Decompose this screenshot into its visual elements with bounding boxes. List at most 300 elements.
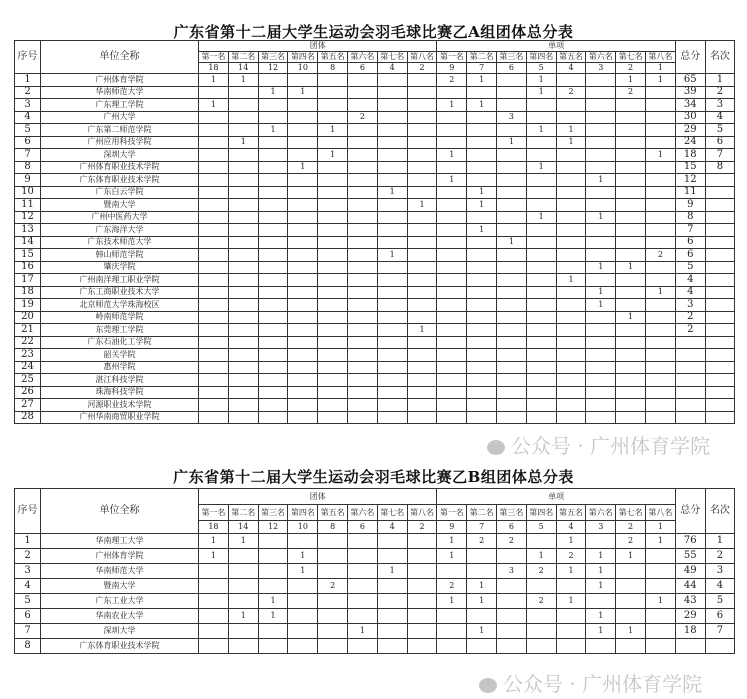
school-name-cell: 广东理工学院	[41, 99, 199, 112]
team-count-cell	[348, 261, 378, 274]
single-count-cell	[586, 86, 616, 99]
single-count-cell	[497, 639, 527, 654]
single-count-cell: 1	[497, 236, 527, 249]
table-row	[15, 136, 735, 149]
school-name-cell: 惠州学院	[41, 361, 199, 374]
team-count-cell	[348, 579, 378, 594]
single-count-cell	[467, 249, 497, 262]
table-row	[15, 624, 735, 639]
team-place-header: 第五名	[318, 505, 348, 521]
team-count-cell	[377, 374, 407, 387]
single-count-cell	[497, 149, 527, 162]
team-count-cell	[377, 261, 407, 274]
team-count-cell	[407, 299, 437, 312]
team-count-cell	[318, 174, 348, 187]
seq-cell: 4	[15, 579, 41, 594]
team-count-cell	[228, 639, 258, 654]
single-count-cell	[646, 386, 676, 399]
school-name-cell: 华南师范大学	[41, 86, 199, 99]
team-count-cell	[407, 594, 437, 609]
single-count-cell: 1	[526, 86, 556, 99]
team-count-cell	[318, 199, 348, 212]
school-name-cell: 广州南洋理工职业学院	[41, 274, 199, 287]
single-count-cell: 1	[467, 594, 497, 609]
single-count-cell	[646, 174, 676, 187]
single-count-cell	[586, 594, 616, 609]
single-count-cell	[526, 274, 556, 287]
table-row	[15, 374, 735, 387]
team-count-cell	[318, 224, 348, 237]
team-count-cell	[228, 149, 258, 162]
table-row	[15, 274, 735, 287]
team-count-cell	[199, 161, 229, 174]
single-count-cell	[497, 374, 527, 387]
table-row	[15, 324, 735, 337]
total-score-cell	[675, 399, 705, 412]
team-count-cell	[318, 609, 348, 624]
single-count-cell	[497, 199, 527, 212]
single-count-cell: 2	[526, 564, 556, 579]
team-count-cell: 1	[288, 549, 318, 564]
single-points-header: 9	[437, 521, 467, 534]
school-name-cell: 肇庆学院	[41, 261, 199, 274]
single-count-cell	[586, 224, 616, 237]
team-count-cell: 1	[377, 249, 407, 262]
single-count-cell	[437, 274, 467, 287]
single-count-cell	[437, 236, 467, 249]
seq-cell: 11	[15, 199, 41, 212]
team-count-cell	[407, 399, 437, 412]
single-count-cell	[616, 386, 646, 399]
table-row	[15, 236, 735, 249]
single-count-cell	[556, 199, 586, 212]
table-row	[15, 211, 735, 224]
team-count-cell	[407, 624, 437, 639]
team-count-cell	[377, 624, 407, 639]
single-count-cell	[467, 361, 497, 374]
team-count-cell	[348, 564, 378, 579]
team-count-cell	[228, 236, 258, 249]
single-count-cell: 2	[437, 579, 467, 594]
team-count-cell	[407, 564, 437, 579]
single-count-cell	[616, 324, 646, 337]
single-count-cell	[437, 286, 467, 299]
table-row	[15, 361, 735, 374]
team-count-cell	[288, 374, 318, 387]
header-seq: 序号	[15, 489, 41, 534]
single-count-cell: 1	[467, 224, 497, 237]
team-count-cell	[258, 161, 288, 174]
seq-cell: 1	[15, 74, 41, 87]
seq-cell: 5	[15, 124, 41, 137]
single-count-cell	[526, 361, 556, 374]
single-count-cell	[616, 249, 646, 262]
single-count-cell: 1	[556, 534, 586, 549]
school-name-cell: 深圳大学	[41, 149, 199, 162]
single-points-header: 5	[526, 521, 556, 534]
team-count-cell	[318, 261, 348, 274]
team-count-cell	[258, 199, 288, 212]
single-points-header: 3	[586, 521, 616, 534]
single-count-cell	[467, 86, 497, 99]
team-count-cell	[288, 111, 318, 124]
single-count-cell	[616, 639, 646, 654]
team-count-cell	[348, 174, 378, 187]
single-count-cell	[497, 324, 527, 337]
team-count-cell	[258, 411, 288, 424]
team-count-cell	[377, 399, 407, 412]
single-count-cell	[586, 374, 616, 387]
team-count-cell	[288, 386, 318, 399]
single-count-cell	[586, 249, 616, 262]
total-score-cell	[675, 411, 705, 424]
team-count-cell	[407, 86, 437, 99]
single-count-cell	[526, 349, 556, 362]
total-score-cell: 65	[675, 74, 705, 87]
single-count-cell	[437, 86, 467, 99]
header-single-group: 单项	[437, 489, 675, 505]
single-count-cell	[556, 299, 586, 312]
single-count-cell	[467, 609, 497, 624]
seq-cell: 7	[15, 624, 41, 639]
single-count-cell	[526, 411, 556, 424]
total-score-cell: 39	[675, 86, 705, 99]
team-count-cell: 1	[258, 594, 288, 609]
rank-cell	[705, 236, 734, 249]
team-count-cell	[228, 579, 258, 594]
table-row	[15, 224, 735, 237]
rank-cell	[705, 299, 734, 312]
single-points-header: 7	[467, 63, 497, 74]
school-name-cell: 广州大学	[41, 111, 199, 124]
single-count-cell	[586, 274, 616, 287]
single-count-cell: 1	[646, 149, 676, 162]
rank-cell	[705, 374, 734, 387]
team-count-cell	[258, 211, 288, 224]
team-count-cell	[228, 386, 258, 399]
team-count-cell	[407, 286, 437, 299]
team-count-cell	[318, 336, 348, 349]
total-score-cell: 8	[675, 211, 705, 224]
single-count-cell	[586, 534, 616, 549]
single-points-header: 9	[437, 63, 467, 74]
team-count-cell	[258, 224, 288, 237]
single-count-cell: 2	[616, 534, 646, 549]
single-count-cell: 1	[556, 564, 586, 579]
team-count-cell	[288, 399, 318, 412]
single-count-cell	[646, 199, 676, 212]
single-points-header: 6	[497, 63, 527, 74]
total-score-cell: 3	[675, 299, 705, 312]
single-points-header: 6	[497, 521, 527, 534]
single-count-cell: 1	[556, 124, 586, 137]
team-count-cell	[258, 639, 288, 654]
team-count-cell	[199, 299, 229, 312]
team-place-header: 第八名	[407, 505, 437, 521]
team-points-header: 10	[288, 63, 318, 74]
team-count-cell	[258, 236, 288, 249]
single-count-cell: 1	[437, 99, 467, 112]
rank-cell: 5	[705, 124, 734, 137]
team-count-cell	[288, 609, 318, 624]
total-score-cell: 4	[675, 286, 705, 299]
total-score-cell: 7	[675, 224, 705, 237]
single-count-cell	[497, 549, 527, 564]
single-count-cell	[646, 549, 676, 564]
single-count-cell	[646, 111, 676, 124]
single-count-cell	[646, 236, 676, 249]
single-count-cell	[556, 399, 586, 412]
school-name-cell: 广州中医药大学	[41, 211, 199, 224]
team-points-header: 8	[318, 63, 348, 74]
header-total: 总分	[675, 41, 705, 74]
table-row	[15, 549, 735, 564]
team-count-cell	[288, 311, 318, 324]
team-count-cell	[199, 149, 229, 162]
rank-cell	[705, 324, 734, 337]
team-count-cell	[377, 74, 407, 87]
team-count-cell	[288, 211, 318, 224]
single-count-cell	[497, 336, 527, 349]
single-place-header: 第八名	[646, 52, 676, 63]
total-score-cell: 2	[675, 311, 705, 324]
rank-cell: 5	[705, 594, 734, 609]
single-count-cell: 1	[586, 261, 616, 274]
single-count-cell	[556, 174, 586, 187]
single-count-cell	[467, 549, 497, 564]
team-count-cell	[377, 111, 407, 124]
single-count-cell	[467, 236, 497, 249]
team-count-cell	[318, 99, 348, 112]
table-row	[15, 609, 735, 624]
single-count-cell	[437, 374, 467, 387]
total-score-cell: 18	[675, 624, 705, 639]
single-count-cell	[646, 324, 676, 337]
single-count-cell	[437, 349, 467, 362]
single-count-cell	[586, 324, 616, 337]
team-count-cell	[318, 311, 348, 324]
team-count-cell	[377, 639, 407, 654]
total-score-cell: 6	[675, 249, 705, 262]
team-count-cell: 1	[199, 534, 229, 549]
single-count-cell	[467, 174, 497, 187]
total-score-cell	[675, 349, 705, 362]
team-count-cell	[407, 534, 437, 549]
single-count-cell	[437, 386, 467, 399]
single-count-cell: 1	[646, 74, 676, 87]
single-count-cell: 1	[467, 186, 497, 199]
team-count-cell	[348, 534, 378, 549]
school-name-cell: 韩山师范学院	[41, 249, 199, 262]
team-count-cell	[407, 224, 437, 237]
single-count-cell	[497, 99, 527, 112]
table-a-title: 广东省第十二届大学生运动会羽毛球比赛乙A组团体总分表	[173, 23, 574, 41]
single-count-cell: 1	[616, 74, 646, 87]
single-count-cell	[616, 299, 646, 312]
single-count-cell	[437, 186, 467, 199]
header-rank: 名次	[705, 41, 734, 74]
team-count-cell	[228, 86, 258, 99]
team-count-cell	[228, 361, 258, 374]
single-count-cell	[646, 579, 676, 594]
team-count-cell	[199, 564, 229, 579]
team-count-cell	[348, 86, 378, 99]
school-name-cell: 广州体育学院	[41, 549, 199, 564]
school-name-cell: 暨南大学	[41, 579, 199, 594]
team-count-cell	[318, 211, 348, 224]
team-count-cell: 1	[348, 624, 378, 639]
single-count-cell	[556, 639, 586, 654]
team-count-cell	[228, 411, 258, 424]
single-count-cell	[616, 594, 646, 609]
team-count-cell	[228, 374, 258, 387]
seq-cell: 2	[15, 86, 41, 99]
single-count-cell	[586, 74, 616, 87]
single-count-cell	[526, 374, 556, 387]
table-a-score-table	[14, 40, 735, 424]
single-count-cell	[616, 224, 646, 237]
single-count-cell: 1	[437, 534, 467, 549]
single-count-cell	[526, 111, 556, 124]
team-count-cell	[348, 361, 378, 374]
school-name-cell: 广东第二师范学院	[41, 124, 199, 137]
team-count-cell	[288, 99, 318, 112]
team-count-cell	[348, 324, 378, 337]
team-count-cell: 1	[407, 324, 437, 337]
total-score-cell: 5	[675, 261, 705, 274]
total-score-cell: 18	[675, 149, 705, 162]
team-count-cell	[377, 174, 407, 187]
single-count-cell	[467, 336, 497, 349]
rank-cell	[705, 186, 734, 199]
team-count-cell	[318, 74, 348, 87]
single-count-cell	[526, 579, 556, 594]
team-count-cell	[199, 324, 229, 337]
team-count-cell	[407, 136, 437, 149]
single-count-cell	[586, 149, 616, 162]
team-count-cell: 1	[318, 149, 348, 162]
single-count-cell	[556, 311, 586, 324]
table-row	[15, 639, 735, 654]
single-count-cell	[586, 124, 616, 137]
header-row-groups	[15, 41, 735, 52]
header-rank: 名次	[705, 489, 734, 534]
single-count-cell	[526, 186, 556, 199]
single-count-cell	[646, 136, 676, 149]
header-row-groups	[15, 489, 735, 505]
single-count-cell	[646, 336, 676, 349]
single-count-cell	[526, 199, 556, 212]
single-count-cell	[467, 639, 497, 654]
rank-cell: 3	[705, 99, 734, 112]
team-count-cell	[377, 161, 407, 174]
seq-cell: 4	[15, 111, 41, 124]
team-count-cell	[199, 199, 229, 212]
rank-cell	[705, 399, 734, 412]
team-count-cell	[348, 186, 378, 199]
seq-cell: 8	[15, 161, 41, 174]
single-count-cell	[646, 639, 676, 654]
single-place-header: 第三名	[497, 52, 527, 63]
school-name-cell: 广东工业大学	[41, 594, 199, 609]
team-count-cell	[199, 311, 229, 324]
single-count-cell	[526, 639, 556, 654]
team-count-cell	[288, 411, 318, 424]
rank-cell: 2	[705, 86, 734, 99]
single-count-cell	[497, 579, 527, 594]
team-count-cell	[288, 324, 318, 337]
single-count-cell	[526, 336, 556, 349]
single-count-cell: 2	[497, 534, 527, 549]
single-count-cell	[616, 374, 646, 387]
team-count-cell	[199, 374, 229, 387]
team-count-cell: 1	[258, 124, 288, 137]
single-count-cell	[556, 336, 586, 349]
team-place-header: 第三名	[258, 52, 288, 63]
table-row	[15, 186, 735, 199]
single-points-header: 1	[646, 521, 676, 534]
single-count-cell	[526, 236, 556, 249]
single-points-header: 4	[556, 521, 586, 534]
rank-cell	[705, 286, 734, 299]
team-count-cell	[228, 594, 258, 609]
seq-cell: 27	[15, 399, 41, 412]
single-count-cell	[467, 374, 497, 387]
team-count-cell: 1	[258, 609, 288, 624]
single-count-cell	[646, 86, 676, 99]
single-count-cell	[437, 111, 467, 124]
single-count-cell	[646, 624, 676, 639]
single-points-header: 3	[586, 63, 616, 74]
team-count-cell	[407, 236, 437, 249]
rank-cell	[705, 349, 734, 362]
rank-cell: 4	[705, 111, 734, 124]
single-count-cell	[467, 124, 497, 137]
total-score-cell	[675, 361, 705, 374]
team-count-cell	[348, 286, 378, 299]
single-place-header: 第四名	[526, 52, 556, 63]
team-count-cell	[318, 136, 348, 149]
team-count-cell	[377, 211, 407, 224]
team-count-cell: 1	[288, 86, 318, 99]
single-count-cell	[556, 579, 586, 594]
table-row	[15, 249, 735, 262]
team-count-cell	[377, 274, 407, 287]
single-count-cell	[526, 386, 556, 399]
team-points-header: 2	[407, 63, 437, 74]
seq-cell: 9	[15, 174, 41, 187]
single-count-cell	[497, 224, 527, 237]
team-count-cell	[288, 594, 318, 609]
team-count-cell	[199, 386, 229, 399]
seq-cell: 3	[15, 564, 41, 579]
single-count-cell	[586, 311, 616, 324]
team-count-cell	[407, 211, 437, 224]
team-place-header: 第一名	[199, 52, 229, 63]
team-count-cell	[348, 249, 378, 262]
seq-cell: 17	[15, 274, 41, 287]
seq-cell: 15	[15, 249, 41, 262]
team-count-cell	[407, 609, 437, 624]
total-score-cell: 9	[675, 199, 705, 212]
rank-cell	[705, 361, 734, 374]
team-points-header: 18	[199, 63, 229, 74]
team-count-cell	[377, 336, 407, 349]
single-count-cell	[497, 86, 527, 99]
single-count-cell	[467, 299, 497, 312]
team-count-cell	[377, 411, 407, 424]
single-count-cell: 1	[467, 74, 497, 87]
